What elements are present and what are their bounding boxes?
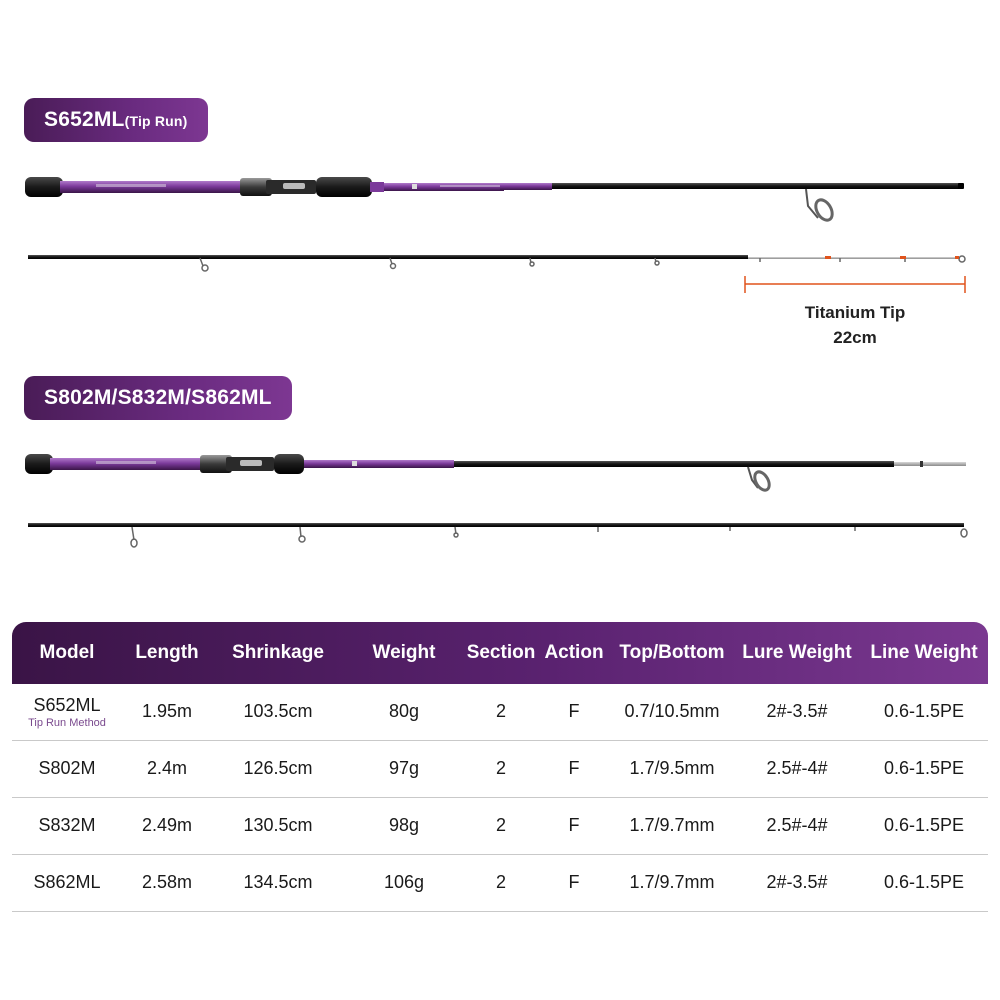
titanium-tip-caption [780, 300, 930, 350]
cell-section: 2 [464, 740, 538, 797]
cell-shrinkage: 134.5cm [212, 854, 344, 911]
model-badge-label: S802M/S832M/S862ML [44, 386, 272, 409]
col-header-action: Action [544, 642, 604, 663]
cell-line-weight: 0.6-1.5PE [860, 797, 988, 854]
spec-table-header-row [12, 622, 988, 684]
col-header-model: Model [39, 642, 95, 663]
titanium-span-marker [745, 276, 965, 293]
rod2-butt-section [25, 454, 966, 493]
col-header-shrinkage: Shrinkage [232, 642, 324, 663]
fore-grip [274, 454, 304, 474]
titanium-tip [748, 257, 960, 259]
table-row [12, 797, 988, 854]
titanium-tip-label: Titanium Tip [804, 303, 906, 322]
rod1-tip-section [28, 255, 965, 293]
cell-length: 2.58m [122, 854, 212, 911]
cell-weight: 80g [344, 684, 464, 740]
cell-shrinkage: 103.5cm [212, 684, 344, 740]
cell-line-weight: 0.6-1.5PE [860, 684, 988, 740]
cell-action: F [538, 854, 610, 911]
cell-lure-weight: 2.5#-4# [734, 740, 860, 797]
cell-section: 2 [464, 854, 538, 911]
tip-guides [131, 527, 967, 547]
model-badge-suffix: (Tip Run) [124, 113, 188, 129]
cell-section: 2 [464, 797, 538, 854]
table-row [12, 684, 988, 740]
black-blank [552, 183, 962, 189]
cell-length: 1.95m [122, 684, 212, 740]
cell-line-weight: 0.6-1.5PE [860, 740, 988, 797]
cell-model [12, 684, 122, 740]
col-header-top-bottom: Top/Bottom [619, 642, 725, 663]
cell-lure-weight: 2#-3.5# [734, 854, 860, 911]
butt-cap [25, 454, 53, 474]
titanium-tip-length: 22cm [833, 328, 877, 347]
cell-top-bottom: 0.7/10.5mm [610, 684, 734, 740]
cell-line-weight: 0.6-1.5PE [860, 854, 988, 911]
cell-length: 2.4m [122, 740, 212, 797]
cell-action: F [538, 740, 610, 797]
col-header-section: Section [466, 642, 536, 663]
col-header-weight: Weight [372, 642, 436, 663]
spec-table [12, 622, 988, 912]
butt-cap [25, 177, 63, 197]
model-name: S652ML [33, 694, 101, 715]
col-header-length: Length [135, 642, 199, 663]
rod2-tip-section [28, 523, 967, 547]
table-row [12, 854, 988, 911]
cell-top-bottom: 1.7/9.7mm [610, 854, 734, 911]
col-header-line-weight: Line Weight [870, 642, 978, 663]
cell-length: 2.49m [122, 797, 212, 854]
fore-grip [316, 177, 372, 197]
cell-weight: 98g [344, 797, 464, 854]
col-header-lure-weight: Lure Weight [742, 642, 852, 663]
table-row [12, 740, 988, 797]
model-badge-label: S652ML [44, 108, 125, 131]
cell-top-bottom: 1.7/9.7mm [610, 797, 734, 854]
model-sub-label: Tip Run Method [28, 716, 106, 729]
cell-weight: 97g [344, 740, 464, 797]
cell-lure-weight: 2#-3.5# [734, 684, 860, 740]
rod1-butt-section [25, 177, 964, 223]
cell-weight: 106g [344, 854, 464, 911]
cell-model: S802M [12, 740, 122, 797]
cell-shrinkage: 126.5cm [212, 740, 344, 797]
cell-top-bottom: 1.7/9.5mm [610, 740, 734, 797]
cell-action: F [538, 684, 610, 740]
cell-section: 2 [464, 684, 538, 740]
cell-action: F [538, 797, 610, 854]
cell-lure-weight: 2.5#-4# [734, 797, 860, 854]
black-blank [454, 461, 894, 467]
cell-model: S862ML [12, 854, 122, 911]
cell-model: S832M [12, 797, 122, 854]
cell-shrinkage: 130.5cm [212, 797, 344, 854]
